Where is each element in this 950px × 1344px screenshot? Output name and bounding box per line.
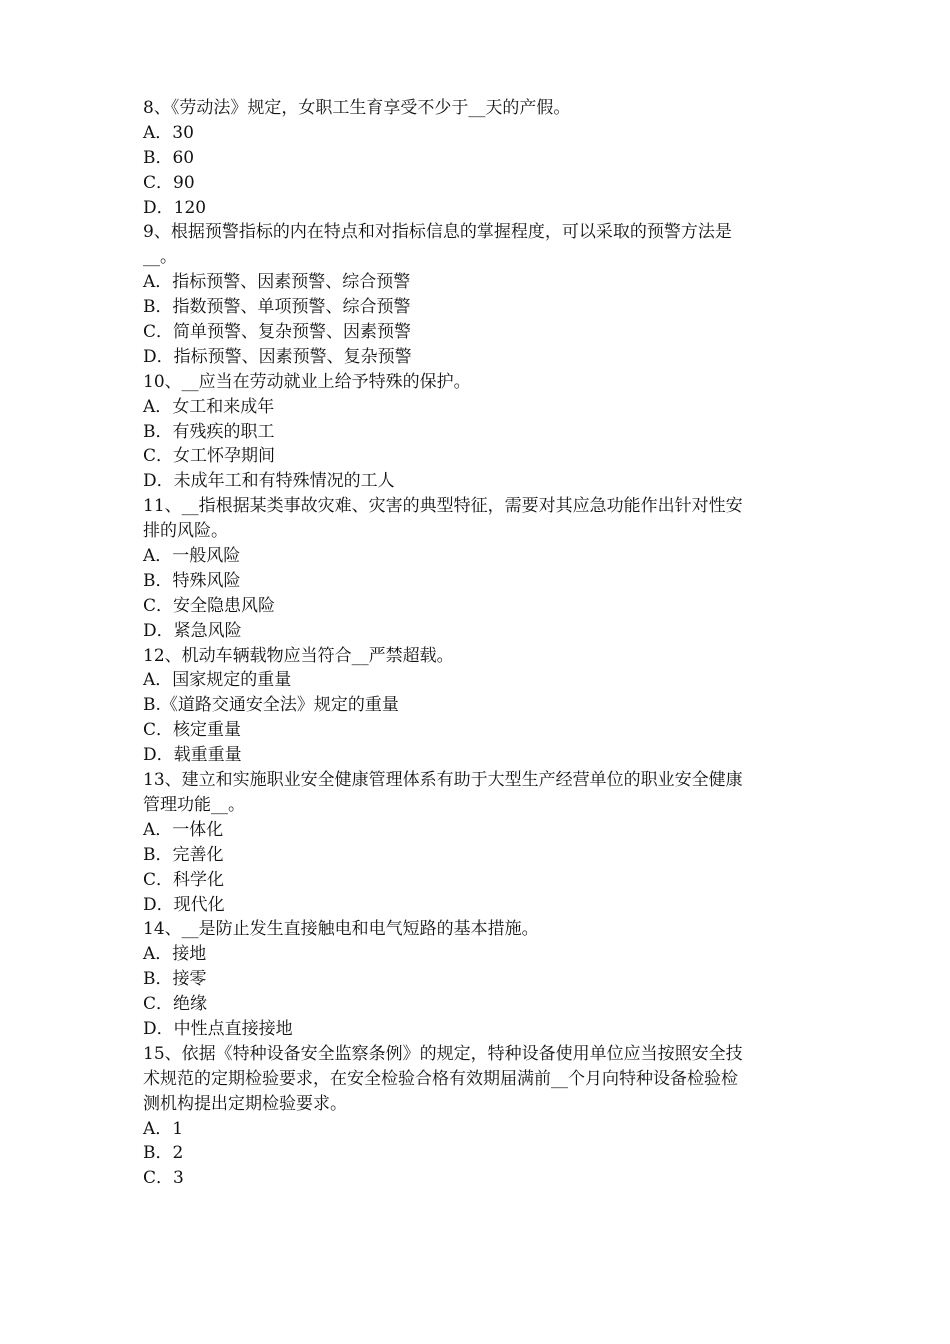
- option-line: B．特殊风险: [143, 570, 241, 591]
- option-line: A．女工和来成年: [143, 396, 275, 417]
- option-line: D．紧急风险: [143, 620, 242, 641]
- option-line: D．指标预警、因素预警、复杂预警: [143, 346, 412, 367]
- question-line: 14、__是防止发生直接触电和电气短路的基本措施。: [143, 919, 539, 940]
- option-line: B．有残疾的职工: [143, 421, 275, 442]
- question-line: 12、机动车辆载物应当符合__严禁超载。: [143, 645, 454, 666]
- option-line: A．一般风险: [143, 546, 241, 567]
- option-line: A．1: [143, 1118, 184, 1139]
- option-line: B.《道路交通安全法》规定的重量: [143, 695, 399, 716]
- option-line: A．一体化: [143, 819, 224, 840]
- option-line: A．30: [143, 122, 194, 143]
- option-line: D．现代化: [143, 894, 225, 915]
- option-line: C．科学化: [143, 869, 225, 890]
- question-line-continued: 管理功能__。: [143, 794, 245, 815]
- question-line-continued: __。: [143, 247, 177, 268]
- question-line: 10、__应当在劳动就业上给予特殊的保护。: [143, 371, 471, 392]
- question-line: 13、建立和实施职业安全健康管理体系有助于大型生产经营单位的职业安全健康: [143, 770, 743, 791]
- question-line: 15、依据《特种设备安全监察条例》的规定，特种设备使用单位应当按照安全技: [143, 1043, 743, 1064]
- option-line: C．简单预警、复杂预警、因素预警: [143, 322, 412, 343]
- option-line: C．90: [143, 172, 195, 193]
- question-line: 9、根据预警指标的内在特点和对指标信息的掌握程度，可以采取的预警方法是: [143, 222, 732, 243]
- question-line: 8、《劳动法》规定，女职工生育享受不少于__天的产假。: [143, 98, 571, 118]
- option-line: C．绝缘: [143, 994, 208, 1015]
- option-line: B．完善化: [143, 844, 224, 865]
- option-line: C．3: [143, 1168, 184, 1189]
- option-line: C．核定重量: [143, 720, 242, 741]
- question-line-continued: 测机构提出定期检验要求。: [143, 1093, 347, 1114]
- option-line: C．安全隐患风险: [143, 595, 276, 616]
- option-line: B．60: [143, 147, 195, 168]
- option-line: A．国家规定的重量: [143, 670, 292, 691]
- question-line-continued: 术规范的定期检验要求，在安全检验合格有效期届满前__个月向特种设备检验检: [143, 1068, 738, 1089]
- question-list: [143, 96, 823, 1191]
- option-line: C．女工怀孕期间: [143, 446, 276, 467]
- option-line: D．120: [143, 197, 207, 218]
- option-line: D．中性点直接接地: [143, 1018, 293, 1039]
- option-line: B．2: [143, 1143, 184, 1164]
- question-line-continued: 排的风险。: [143, 521, 228, 542]
- option-line: D．未成年工和有特殊情况的工人: [143, 471, 395, 492]
- question-line: 11、__指根据某类事故灾难、灾害的典型特征，需要对其应急功能作出针对性安: [143, 496, 743, 517]
- option-line: A．指标预警、因素预警、综合预警: [143, 272, 411, 293]
- option-line: A．接地: [143, 944, 207, 965]
- option-line: B．指数预警、单项预警、综合预警: [143, 297, 411, 318]
- option-line: D．载重重量: [143, 745, 242, 766]
- option-line: B．接零: [143, 969, 207, 990]
